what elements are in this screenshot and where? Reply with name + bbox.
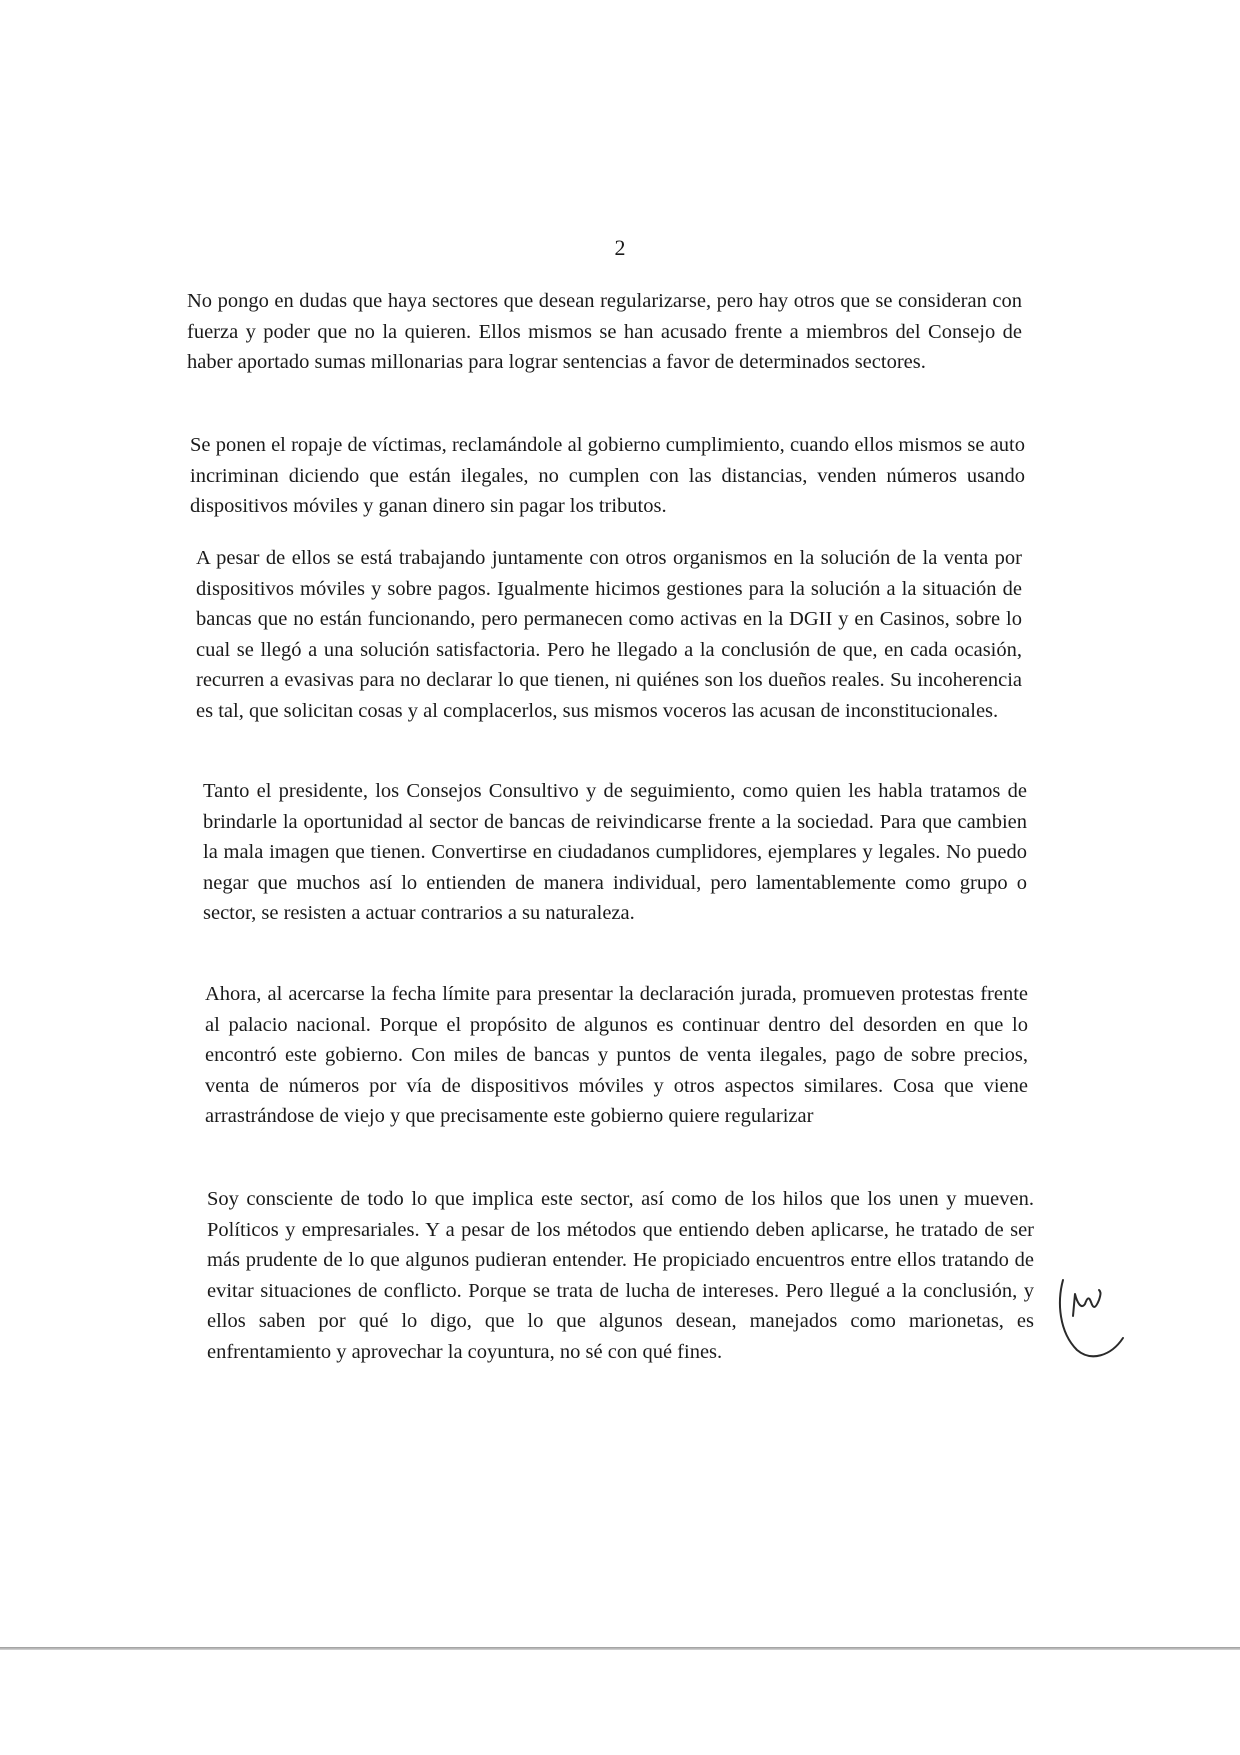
handwritten-initials	[1055, 1272, 1130, 1372]
paragraph-1: No pongo en dudas que haya sectores que desean regularizarse, pero hay otros que se consideran con fuerza y poder que no la quieren. Ellos mismos se han acusado frente a miembros del Consejo de haber aportado sumas millonarias para lograr sentencias a favor de determinados sectores.	[187, 290, 1022, 373]
bottom-rule	[0, 1647, 1240, 1650]
paragraph-2: Se ponen el ropaje de víctimas, reclamándole al gobierno cumplimiento, cuando ellos mismos se auto incriminan diciendo que están ilegales, no cumplen con las distancias, venden números usando dispositivos móviles y ganan dinero sin pagar los tributos.	[190, 434, 1025, 517]
paragraph-6: Soy consciente de todo lo que implica este sector, así como de los hilos que los unen y mueven. Políticos y empresariales. Y a pesar de los métodos que entiendo deben aplicarse, he tratado de ser más prudente de lo que algunos pudieran entender. He propiciado encuentros entre ellos tratando de evitar situaciones de conflicto. Porque se trata de lucha de intereses. Pero llegué a la conclusión, y ellos saben por qué lo digo, que lo que algunos desean, manejados como marionetas, es enfrentamiento y aprovechar la coyuntura, no sé con qué fines.	[207, 1188, 1034, 1363]
paragraph-3: A pesar de ellos se está trabajando juntamente con otros organismos en la solución de la venta por dispositivos móviles y sobre pagos. Igualmente hicimos gestiones para la solución a la situación de bancas que no están funcionando, pero permanecen como activas en la DGII y en Casinos, sobre lo cual se llegó a una solución satisfactoria. Pero he llegado a la conclusión de que, en cada ocasión, recurren a evasivas para no declarar lo que tienen, ni quiénes son los dueños reales. Su incoherencia es tal, que solicitan cosas y al complacerlos, sus mismos voceros las acusan de inconstitucionales.	[196, 547, 1022, 722]
page-number: 2	[614, 235, 626, 260]
paragraph-5: Ahora, al acercarse la fecha límite para presentar la declaración jurada, promueven protestas frente al palacio nacional. Porque el propósito de algunos es continuar dentro del desorden en que lo encontró este gobierno. Con miles de bancas y puntos de venta ilegales, pago de sobre precios, venta de números por vía de dispositivos móviles y otros aspectos similares. Cosa que viene arrastrándose de viejo y que precisamente este gobierno quiere regularizar	[205, 983, 1028, 1127]
paragraph-4: Tanto el presidente, los Consejos Consultivo y de seguimiento, como quien les habla tratamos de brindarle la oportunidad al sector de bancas de reivindicarse frente a la sociedad. Para que cambien la mala imagen que tienen. Convertirse en ciudadanos cumplidores, ejemplares y legales. No puedo negar que muchos así lo entienden de manera individual, pero lamentablemente como grupo o sector, se resisten a actuar contrarios a su naturaleza.	[203, 780, 1027, 924]
